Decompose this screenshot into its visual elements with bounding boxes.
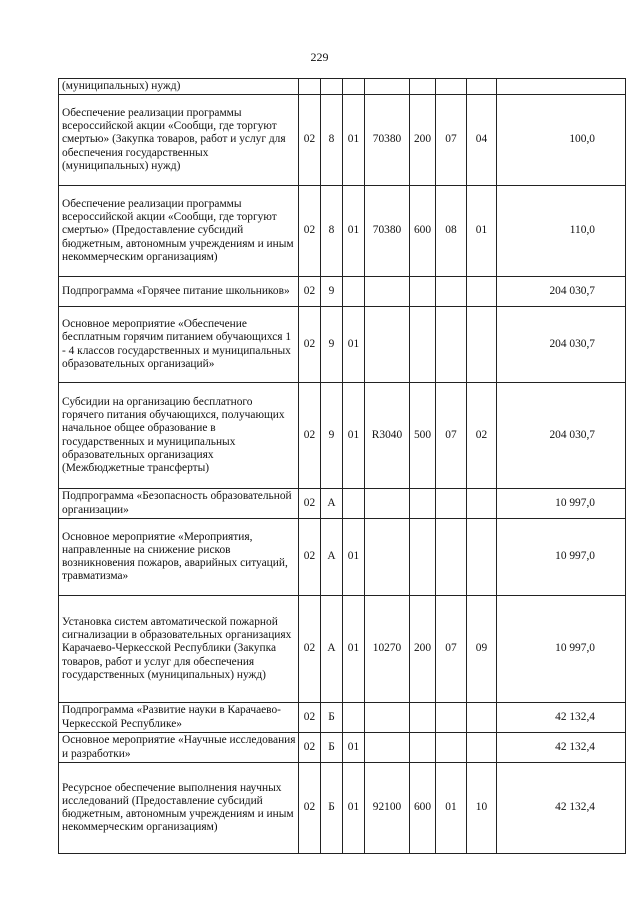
code-direction: 70380	[365, 186, 410, 277]
code-subprogram: А	[321, 596, 343, 703]
amount-cell: 42 132,4	[497, 703, 626, 733]
code-subsection	[467, 489, 497, 519]
code-subsection: 04	[467, 95, 497, 186]
table-row	[59, 186, 626, 277]
code-subprogram: 8	[321, 186, 343, 277]
code-subprogram: 8	[321, 95, 343, 186]
code-activity: 01	[343, 733, 365, 763]
code-expense-type	[410, 519, 436, 596]
code-section: 07	[436, 383, 467, 489]
table-row	[59, 519, 626, 596]
table-row	[59, 733, 626, 763]
code-subprogram	[321, 79, 343, 95]
table-row	[59, 596, 626, 703]
code-subsection	[467, 277, 497, 307]
code-expense-type: 200	[410, 596, 436, 703]
code-expense-type	[410, 733, 436, 763]
code-activity: 01	[343, 519, 365, 596]
amount-cell: 110,0	[497, 186, 626, 277]
code-subprogram: А	[321, 489, 343, 519]
row-name: Подпрограмма «Горячее питание школьников»	[59, 277, 299, 307]
code-expense-type	[410, 277, 436, 307]
code-expense-type: 200	[410, 95, 436, 186]
amount-cell: 10 997,0	[497, 596, 626, 703]
code-subprogram: Б	[321, 763, 343, 854]
code-expense-type	[410, 489, 436, 519]
code-section: 01	[436, 763, 467, 854]
code-activity: 01	[343, 95, 365, 186]
amount-cell	[497, 79, 626, 95]
code-activity: 01	[343, 383, 365, 489]
code-ministry: 02	[299, 763, 321, 854]
code-ministry: 02	[299, 277, 321, 307]
code-subprogram: А	[321, 519, 343, 596]
code-subsection	[467, 733, 497, 763]
code-ministry: 02	[299, 95, 321, 186]
code-direction	[365, 307, 410, 383]
code-direction: R3040	[365, 383, 410, 489]
code-section: 08	[436, 186, 467, 277]
table-row	[59, 703, 626, 733]
code-section	[436, 733, 467, 763]
code-ministry: 02	[299, 596, 321, 703]
code-subprogram: 9	[321, 307, 343, 383]
code-activity	[343, 277, 365, 307]
table-row	[59, 489, 626, 519]
table-row	[59, 277, 626, 307]
code-ministry: 02	[299, 733, 321, 763]
code-section	[436, 489, 467, 519]
amount-cell: 42 132,4	[497, 763, 626, 854]
row-name: Подпрограмма «Безопасность образовательной организации»	[59, 489, 299, 519]
code-ministry: 02	[299, 519, 321, 596]
code-section: 07	[436, 596, 467, 703]
code-activity	[343, 703, 365, 733]
code-activity: 01	[343, 596, 365, 703]
code-ministry: 02	[299, 186, 321, 277]
page-number: 229	[310, 50, 329, 64]
code-subprogram: Б	[321, 703, 343, 733]
row-name: Основное мероприятие «Мероприятия, направленные на снижение рисков возникновения пожаров, аварийных ситуаций, травматизма»	[59, 519, 299, 596]
code-subsection: 09	[467, 596, 497, 703]
code-ministry: 02	[299, 703, 321, 733]
code-ministry: 02	[299, 307, 321, 383]
table-row	[59, 79, 626, 95]
row-name: Субсидии на организацию бесплатного горячего питания обучающихся, получающих начальное общее образование в государственных и муниципальных образовательных организациях (Межбюджетные трансферты)	[59, 383, 299, 489]
code-subprogram: 9	[321, 277, 343, 307]
code-direction: 10270	[365, 596, 410, 703]
code-direction	[365, 733, 410, 763]
table-row	[59, 307, 626, 383]
code-activity: 01	[343, 307, 365, 383]
code-subsection: 02	[467, 383, 497, 489]
code-direction: 92100	[365, 763, 410, 854]
code-direction	[365, 79, 410, 95]
code-direction	[365, 519, 410, 596]
code-section: 07	[436, 95, 467, 186]
code-direction	[365, 703, 410, 733]
code-subsection: 01	[467, 186, 497, 277]
row-name: (муниципальных) нужд)	[59, 79, 299, 95]
amount-cell: 204 030,7	[497, 277, 626, 307]
code-expense-type: 600	[410, 186, 436, 277]
code-section	[436, 519, 467, 596]
code-section	[436, 307, 467, 383]
amount-cell: 204 030,7	[497, 383, 626, 489]
code-expense-type: 600	[410, 763, 436, 854]
code-subsection	[467, 79, 497, 95]
code-direction: 70380	[365, 95, 410, 186]
table-row	[59, 95, 626, 186]
code-section	[436, 703, 467, 733]
code-expense-type: 500	[410, 383, 436, 489]
row-name: Подпрограмма «Развитие науки в Карачаево-Черкесской Республике»	[59, 703, 299, 733]
code-ministry: 02	[299, 489, 321, 519]
code-subsection: 10	[467, 763, 497, 854]
code-section	[436, 79, 467, 95]
row-name: Обеспечение реализации программы всероссийской акции «Сообщи, где торгуют смертью» (Предоставление субсидий бюджетным, автономным учреждениям и иным некоммерческим организациям)	[59, 186, 299, 277]
row-name: Основное мероприятие «Обеспечение бесплатным горячим питанием обучающихся 1 - 4 классов государственных и муниципальных образовательных организаций»	[59, 307, 299, 383]
row-name: Ресурсное обеспечение выполнения научных исследований (Предоставление субсидий бюджетным, автономным учреждениям и иным некоммерческим организациям)	[59, 763, 299, 854]
code-subsection	[467, 519, 497, 596]
code-subprogram: Б	[321, 733, 343, 763]
code-subsection	[467, 703, 497, 733]
code-subsection	[467, 307, 497, 383]
code-section	[436, 277, 467, 307]
amount-cell: 42 132,4	[497, 733, 626, 763]
code-ministry: 02	[299, 383, 321, 489]
code-activity	[343, 489, 365, 519]
code-activity: 01	[343, 763, 365, 854]
budget-table	[58, 78, 626, 854]
code-ministry	[299, 79, 321, 95]
code-activity	[343, 79, 365, 95]
code-subprogram: 9	[321, 383, 343, 489]
amount-cell: 10 997,0	[497, 489, 626, 519]
amount-cell: 204 030,7	[497, 307, 626, 383]
code-direction	[365, 277, 410, 307]
code-activity: 01	[343, 186, 365, 277]
amount-cell: 100,0	[497, 95, 626, 186]
row-name: Обеспечение реализации программы всероссийской акции «Сообщи, где торгуют смертью» (Закупка товаров, работ и услуг для обеспечения государственных (муниципальных) нужд)	[59, 95, 299, 186]
code-direction	[365, 489, 410, 519]
amount-cell: 10 997,0	[497, 519, 626, 596]
table-row	[59, 383, 626, 489]
table-row	[59, 763, 626, 854]
row-name: Основное мероприятие «Научные исследования и разработки»	[59, 733, 299, 763]
code-expense-type	[410, 307, 436, 383]
code-expense-type	[410, 703, 436, 733]
code-expense-type	[410, 79, 436, 95]
row-name: Установка систем автоматической пожарной сигнализации в образовательных организациях Карачаево-Черкесской Республики (Закупка товаров, работ и услуг для обеспечения государственных (муниципальных) нужд)	[59, 596, 299, 703]
